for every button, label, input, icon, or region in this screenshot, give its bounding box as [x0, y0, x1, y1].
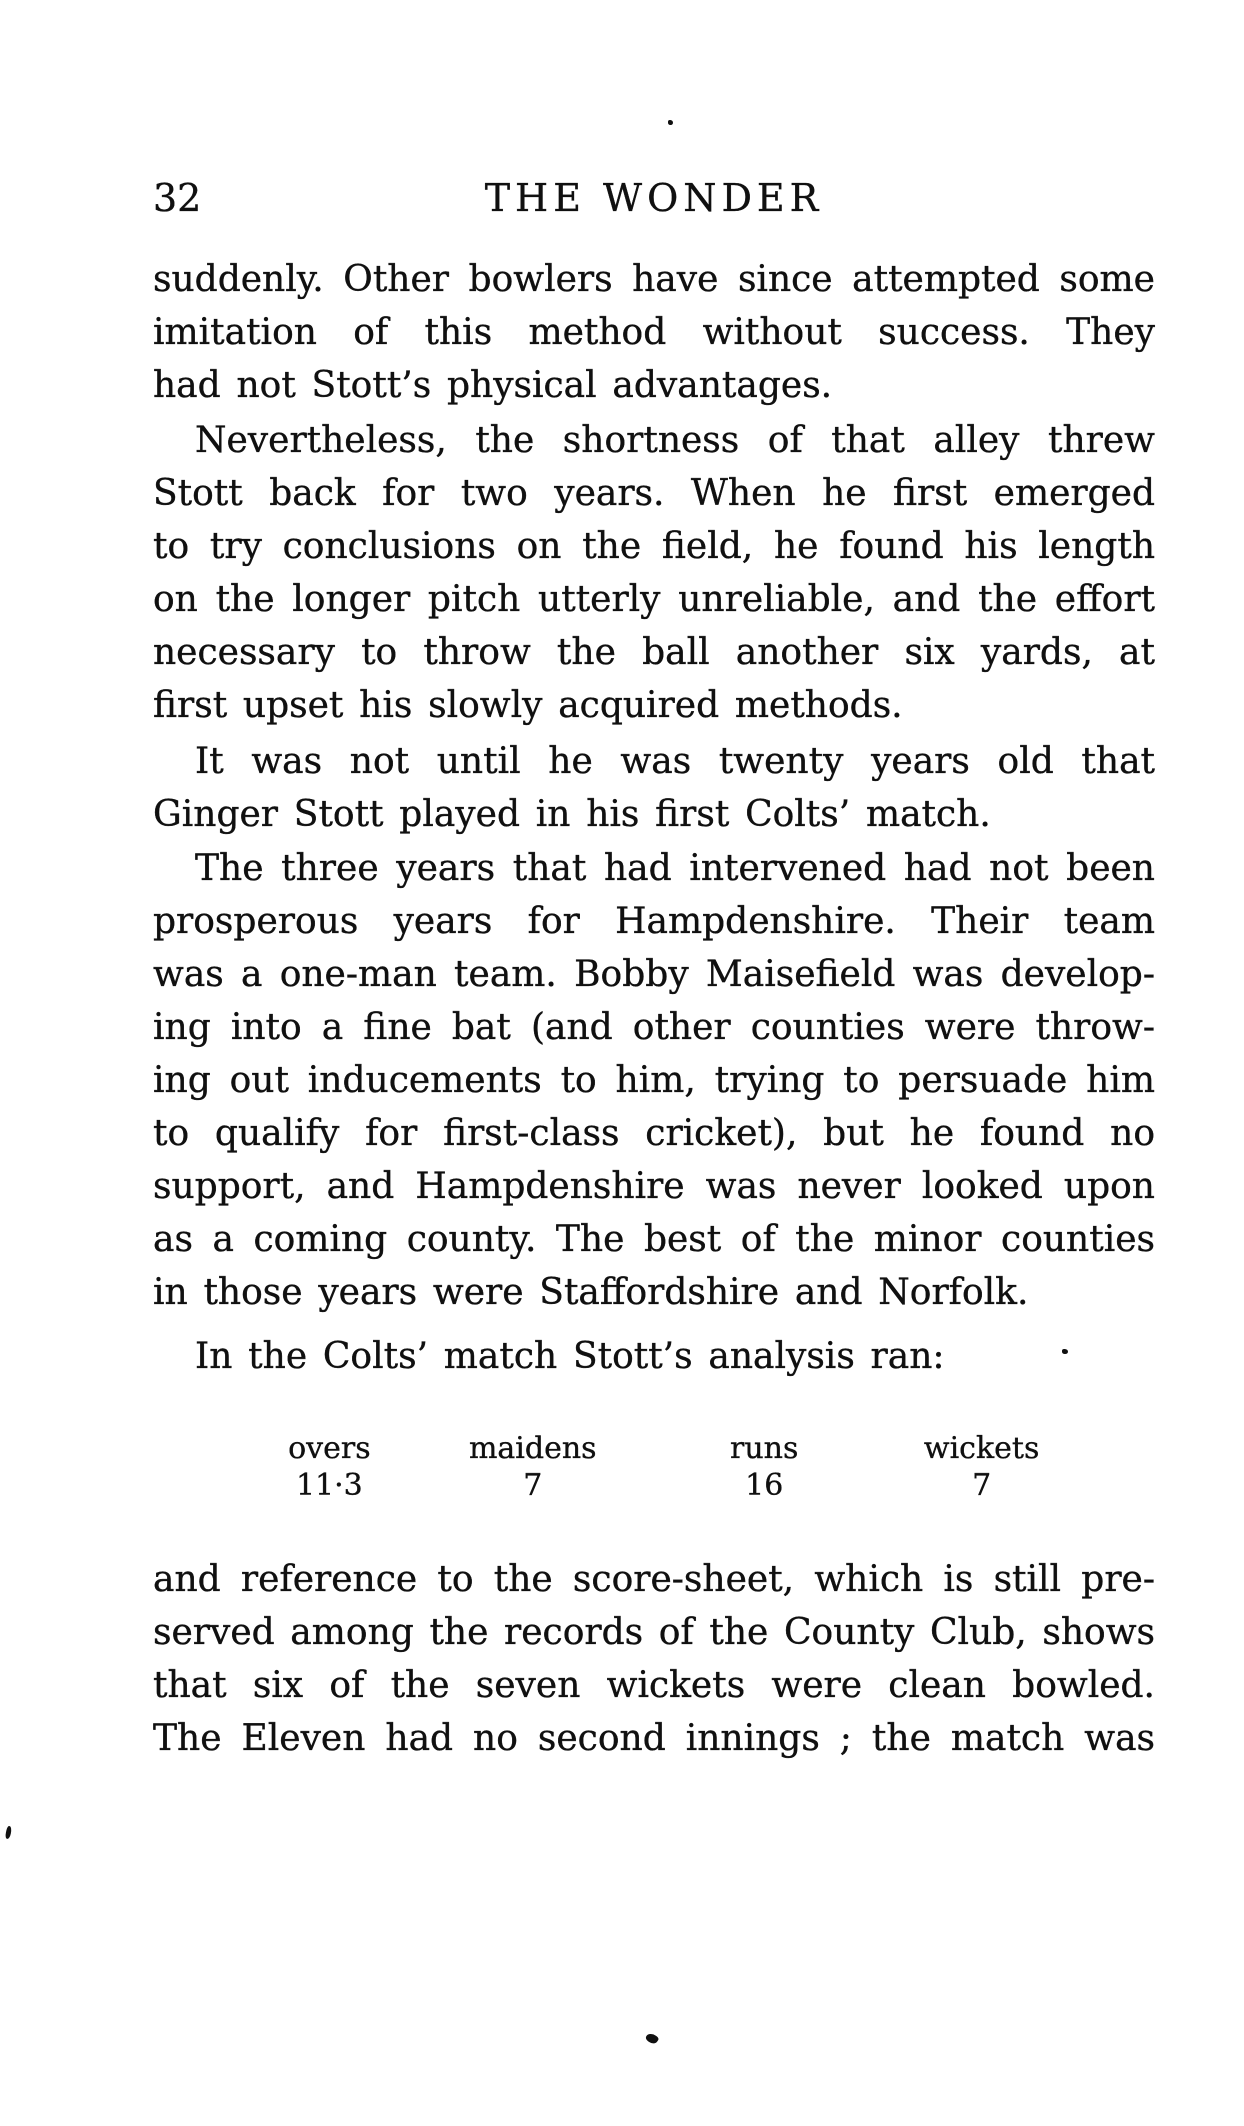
running-title: THE WONDER	[484, 176, 824, 220]
text-line: Stott back for two years. When he first emerged	[153, 473, 1155, 514]
ink-speck	[5, 1826, 13, 1840]
text-line: It was not until he was twenty years old that	[195, 741, 1155, 782]
text-line: served among the records of the County Club, shows	[153, 1612, 1155, 1653]
text-line: had not Stott’s physical advantages.	[153, 365, 833, 406]
text-line: first upset his slowly acquired methods.	[153, 685, 903, 726]
bowling-analysis-table	[153, 1430, 1155, 1504]
paragraph	[153, 253, 1155, 412]
value-wickets: 7	[972, 1468, 992, 1503]
text-line: in those years were Staffordshire and Norfolk.	[153, 1272, 1029, 1313]
text-line: ing into a fine bat (and other counties were throw-	[153, 1007, 1155, 1048]
text-line: on the longer pitch utterly unreliable, and the effort	[153, 579, 1155, 620]
text-line: prosperous years for Hampdenshire. Their team	[153, 901, 1155, 942]
value-runs: 16	[745, 1468, 784, 1503]
column-header-wickets: wickets	[923, 1431, 1040, 1466]
paragraph	[153, 842, 1155, 1319]
paragraph	[153, 414, 1155, 732]
text-line: Nevertheless, the shortness of that alley threw	[195, 420, 1155, 461]
page-header	[153, 176, 1155, 220]
text-line: to try conclusions on the field, he found his length	[153, 526, 1155, 567]
text-line: imitation of this method without success. They	[153, 312, 1155, 353]
ink-speck	[668, 120, 673, 125]
text-line: suddenly. Other bowlers have since attempted some	[153, 259, 1155, 300]
paragraph	[153, 1330, 1155, 1383]
text-line: necessary to throw the ball another six yards, at	[153, 632, 1155, 673]
text-line: The Eleven had no second innings ; the match was	[153, 1718, 1155, 1759]
text-line: and reference to the score-sheet, which is still pre-	[153, 1559, 1155, 1600]
ink-speck	[1062, 1349, 1068, 1354]
column-header-maidens: maidens	[468, 1431, 597, 1466]
ink-speck	[645, 2031, 660, 2045]
value-overs: 11·3	[295, 1468, 363, 1503]
text-line: support, and Hampdenshire was never looked upon	[153, 1166, 1155, 1207]
page-number: 32	[153, 176, 202, 220]
column-header-runs: runs	[730, 1431, 799, 1466]
paragraph	[153, 1553, 1155, 1765]
text-line: Ginger Stott played in his first Colts’ match.	[153, 794, 991, 835]
text-line: as a coming county. The best of the minor counties	[153, 1219, 1155, 1260]
text-line: The three years that had intervened had not been	[195, 848, 1155, 889]
text-line: was a one-man team. Bobby Maisefield was develop-	[153, 954, 1155, 995]
value-maidens: 7	[523, 1468, 543, 1503]
paragraph	[153, 735, 1155, 841]
text-line: ing out inducements to him, trying to persuade him	[153, 1060, 1155, 1101]
text-line: to qualify for first-class cricket), but he found no	[153, 1113, 1155, 1154]
text-line: that six of the seven wickets were clean bowled.	[153, 1665, 1155, 1706]
table-value-row	[153, 1467, 1155, 1504]
table-header-row	[153, 1430, 1155, 1467]
column-header-overs: overs	[288, 1431, 371, 1466]
text-line: In the Colts’ match Stott’s analysis ran:	[195, 1336, 945, 1377]
